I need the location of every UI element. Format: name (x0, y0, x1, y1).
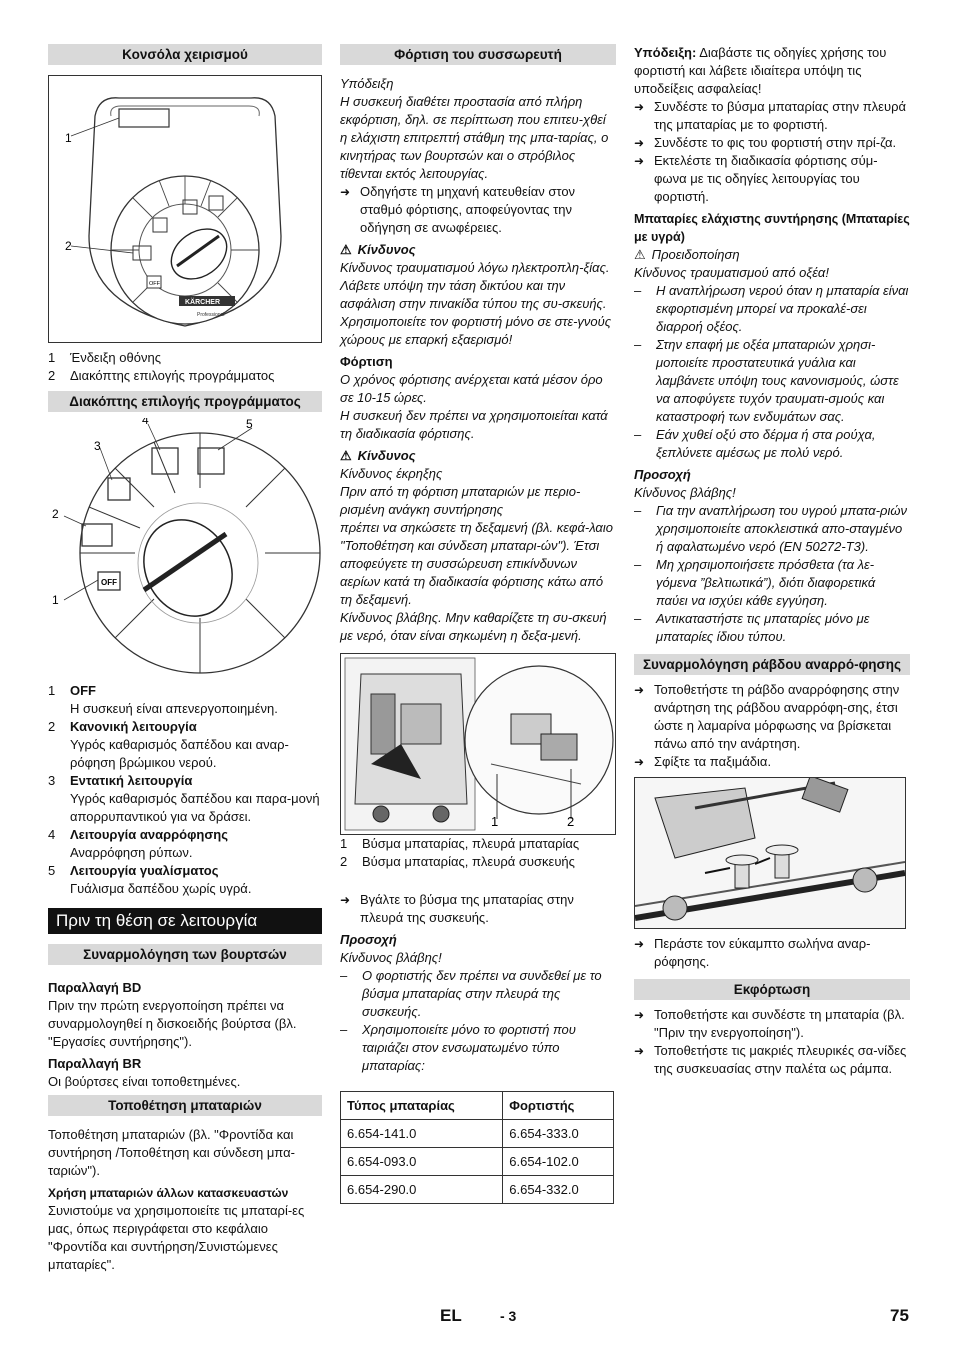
arrow-icon: ➜ (634, 154, 645, 168)
warning-item: – Εάν χυθεί οξύ στο δέρμα ή στα ρούχα, ξεπλύνετε αμέσως με πολύ νερό. (634, 427, 876, 460)
figure-console (48, 75, 322, 343)
suction-bar-illustration (635, 778, 905, 928)
selector-dial-illustration (48, 418, 322, 676)
arrow-icon: ➜ (340, 893, 351, 907)
svg-text:1: 1 (65, 131, 72, 145)
other-batteries-title: Χρήση μπαταριών άλλων κατασκευαστών (48, 1186, 289, 1200)
figure-selector-dial (48, 418, 322, 676)
caution-item: – Χρησιμοποιείτε μόνο το φορτιστή που ταιριάζει στον ενσωματωμένο τύπο μπαταρίας: (340, 1022, 576, 1073)
other-batteries-text: Συνιστούμε να χρησιμοποιείτε τις μπαταρί-ες μας, όπως περιγράφεται στο κεφάλαιο "Φροντίδα και συντήρηση/Συνιστώμενες μπαταρίες". (48, 1203, 305, 1272)
warning-title: ⚠ Προειδοποίηση (634, 247, 740, 262)
svg-text:4: 4 (142, 418, 149, 427)
program-item: 3 Εντατική λειτουργία (48, 773, 193, 788)
warning-triangle-icon: ⚠ (634, 247, 646, 262)
svg-text:2: 2 (65, 239, 72, 253)
caution-item: – Για την αναπλήρωση του υγρού μπατα-ριών χρησιμοποιείτε αποκλειστικά απο-σταγμένο ή αφαλατωμένο νερό (EN 50272-T3). (634, 503, 907, 554)
instruction-step: ➜ Τοποθετήστε τις μακριές πλευρικές σα-νίδες της συσκευασίας στην παλέτα ως ράμπα. (634, 1043, 907, 1076)
battery-plug-illustration (341, 654, 615, 834)
warning-item: – Στην επαφή με οξέα μπαταριών χρησι-μοποιείτε προστατευτικά γυάλια και λαμβάνετε υπόψη τους κανονισμούς, ώστε να αποφύγετε τυχόν τραυματι-σμούς και καταστροφή των ενδυμάτων σας. (634, 337, 899, 424)
legend-item: 1 Ένδειξη οθόνης (48, 350, 161, 365)
svg-text:2: 2 (567, 814, 575, 829)
instruction-step: ➜ Συνδέστε το βύσμα μπαταρίας στην πλευρά της μπαταρίας με το φορτιστή. (634, 99, 906, 132)
instruction-step: ➜ Εκτελέστε τη διαδικασία φόρτισης σύμ-φωνα με τις οδηγίες λειτουργίας του φορτιστή. (634, 153, 878, 204)
table-row: 6.654-290.0 6.654-332.0 (341, 1176, 614, 1204)
column-3: Υπόδειξη: Διαβάστε τις οδηγίες χρήσης του φορτιστή και λάβετε ιδιαίτερα υπόψη τις υποδείξεις ασφαλείας! ➜ Συνδέστε το βύσμα μπαταρίας στην πλευρά της μπαταρίας με το φορτιστή. ➜ Συνδέστε το φις του φορτιστή στην πρί-ζα. ➜ Εκτελέστε τη διαδικασία φόρτισης σύμ-φωνα με τις οδηγίες λειτουργίας του φορτιστή. Μπαταρίες ελάχιστης συντήρησης (Μπαταρίες με υγρά) ⚠ Προειδοποίηση Κίνδυνος τραυματισμού από οξέα! – Η αναπλήρωση νερού όταν η μπαταρία είναι εκφορτισμένη μπορεί να προκαλέ-σει διαρροή οξέος. – Στην επαφή με οξέα μπαταριών χρησι-μοποιείτε προστατευτικά γυάλια και λαμβάνετε υπόψη τους κανονισμούς, ώστε να αποφύγετε τυχόν τραυματι-σμούς και καταστροφή των ενδυμάτων σας. – Εάν χυθεί οξύ στο δέρμα ή στα ρούχα, ξεπλύνετε αμέσως με πολύ νερό. Προσοχή Κίνδυνος βλάβης! – Για την αναπλήρωση του υγρού μπατα-ριών χρησιμοποιείτε αποκλειστικά απο-σταγμένο ή αφαλατωμένο νερό (EN 50272-T3). – Μη χρησιμοποιήσετε πρόσθετα (τα λε-γόμενα ”βελτιωτικά”), διότι διαφορετικά παύει να ισχύει κάθε εγγύηση. – Αντικαταστήστε τις μπαταρίες μόνο με μπαταρίες ίδιου τύπου. Συναρμολόγηση ράβδου αναρρό-φησης ➜ Τοποθετήστε τη ράβδο αναρρόφησης στην ανάρτηση της ράβδου αναρρόφη-σης, έτσι ώστε η λαμαρίνα μόρφωσης να βρίσκεται πάνω από την ανάρτηση. ➜ Σφίξτε τα παξιμάδια. ➜ Περάστε τον εύκαμπτο σωλήνα αναρ-ρόφησης. Εκφόρτωση ➜ Τοποθετήστε και συνδέστε τη μπαταρία (βλ. "Πριν την ενεργοποίηση"). ➜ Τοποθετήστε τις μακριές πλευρικές σα-νίδες της συσκευασίας στην παλέτα ως ράμπα. (634, 45, 910, 1076)
caution-item: – Μη χρησιμοποιήσετε πρόσθετα (τα λε-γόμενα ”βελτιωτικά”), διότι διαφορετικά παύει να ισχύει κάθε εγγύηση. (634, 557, 876, 608)
figure-suction-bar (634, 777, 906, 929)
table-row: 6.654-141.0 6.654-333.0 (341, 1120, 614, 1148)
table-row: 6.654-093.0 6.654-102.0 (341, 1148, 614, 1176)
programs-list: 1 OFF Η συσκευή είναι απενεργοποιημένη. 2 Κανονική λειτουργία Υγρός καθαρισμός δαπέδου και αναρ-ρόφηση βρώμικου νερού. 3 Εντατική λειτουργία Υγρός καθαρισμός δαπέδου και παρα-μονή απορρυπαντικού για να δράσει. 4 Λειτουργία αναρρόφησης Αναρρόφηση ρύπων. 5 Λειτουργία γυαλίσματος Γυάλισμα δαπέδου χωρίς υγρά. (48, 682, 322, 898)
warning-triangle-icon: ⚠ (340, 242, 352, 257)
arrow-icon: ➜ (340, 185, 351, 199)
variant-bd-text: Πριν την πρώτη ενεργοποίηση πρέπει να συναρμολογηθεί η δισκοειδής βούρτσα (βλ. "Εργασίες συντήρησης"). (48, 998, 297, 1049)
instruction-step: ➜ Περάστε τον εύκαμπτο σωλήνα αναρ-ρόφησης. (634, 936, 871, 969)
arrow-icon: ➜ (634, 100, 645, 114)
legend-item: 2 Βύσμα μπαταρίας, πλευρά συσκευής (340, 854, 575, 869)
instruction-step: ➜ Τοποθετήστε τη ράβδο αναρρόφησης στην ανάρτηση της ράβδου αναρρόφη-σης, έτσι ώστε η λαμαρίνα μόρφωσης να βρίσκεται πάνω από την ανάρτηση. (634, 682, 900, 751)
svg-text:1: 1 (52, 593, 59, 607)
svg-text:OFF: OFF (149, 281, 160, 287)
section-header-batteries: Τοποθέτηση μπαταριών (48, 1095, 322, 1116)
instruction-step: ➜ Βγάλτε το βύσμα της μπαταρίας στην πλευρά της συσκευής. (340, 892, 574, 925)
arrow-icon: ➜ (634, 755, 645, 769)
table-header-row: Τύπος μπαταρίας Φορτιστής (341, 1092, 614, 1120)
section-page-number: - 3 (500, 1308, 517, 1324)
program-item: 4 Λειτουργία αναρρόφησης (48, 827, 228, 842)
section-header-brushes: Συναρμολόγηση των βουρτσών (48, 944, 322, 965)
svg-text:KÄRCHER: KÄRCHER (185, 299, 220, 306)
section-header-suction-bar: Συναρμολόγηση ράβδου αναρρό-φησης (634, 654, 910, 675)
arrow-icon: ➜ (634, 937, 645, 951)
svg-text:OFF: OFF (101, 578, 117, 587)
svg-text:Professional: Professional (197, 312, 225, 318)
arrow-icon: ➜ (634, 136, 645, 150)
charging-text: Ο χρόνος φόρτισης ανέρχεται κατά μέσον όρο σε 10-15 ώρες. (340, 372, 603, 405)
charger-note: Υπόδειξη: Διαβάστε τις οδηγίες χρήσης του φορτιστή και λάβετε ιδιαίτερα υπόψη τις υποδείξεις ασφαλείας! (634, 45, 887, 96)
charging-text-2: Η συσκευή δεν πρέπει να χρησιμοποιείται κατά τη διαδικασία φόρτισης. (340, 408, 608, 441)
note-title: Υπόδειξη (340, 76, 394, 91)
page-footer (0, 1306, 954, 1330)
wet-batteries-title: Μπαταρίες ελάχιστης συντήρησης (Μπαταρίες με υγρά) (634, 212, 910, 244)
arrow-icon: ➜ (634, 1044, 645, 1058)
caution-title: Προσοχή (634, 467, 691, 482)
warning-triangle-icon: ⚠ (340, 448, 352, 463)
svg-text:1: 1 (491, 814, 499, 829)
column-2: Φόρτιση του συσσωρευτή Υπόδειξη Η συσκευή διαθέτει προστασία από πλήρη εκφόρτιση, δηλ. σε περίπτωση που επιτευ-χθεί η ελάχιστη επιτρεπτή στάθμη της μπα-ταρίας, ο κινητήρας των βουρτσών και ο στρόβιλος τίθενται εκτός λειτουργίας. ➜ Οδηγήστε τη μηχανή κατευθείαν στον σταθμό φόρτισης, αποφεύγοντας την οδήγηση σε ανωφέρειες. ⚠ Κίνδυνος Κίνδυνος τραυματισμού λόγω ηλεκτροπλη-ξίας. Λάβετε υπόψη την τάση δικτύου και την ασφάλιση στην πινακίδα τύπου της συ-σκευής. Χρησιμοποιείτε τον φορτιστή μόνο σε στε-γνούς χώρους με επαρκή εξαερισμό! Φόρτιση Ο χρόνος φόρτισης ανέρχεται κατά μέσον όρο σε 10-15 ώρες. Η συσκευή δεν πρέπει να χρησιμοποιείται κατά τη διαδικασία φόρτισης. ⚠ Κίνδυνος Κίνδυνος έκρηξης Πριν από τη φόρτιση μπαταριών με περιο-ρισμένη ανάγκη συντήρησης πρέπει να σηκώσετε τη δεξαμενή (βλ. κεφά-λαιο "Τοποθέτηση και σύνδεση μπαταρι-ών"). Έτσι αποφεύγετε τη συσσώρευση επικίνδυνων αερίων κατά τη διαδικασία φόρτισης κάτω από τη δεξαμενή. Κίνδυνος βλάβης. Μην καθαρίζετε τη συ-σκευή με νερό, όταν είναι σηκωμένη η δεξα-μενή. 1 2 1 Βύσμα μπαταρίας, πλευρά μπαταρίας 2 Βύσμα μπαταρίας, πλευρά συσκευής ➜ Βγάλτε το βύσμα της μπαταρίας στην πλευρά της συσκευής. Προσοχή Κίνδυνος βλάβης! – Ο φορτιστής δεν πρέπει να συνδεθεί με το βύσμα μπαταρίας στην πλευρά της συσκευής. – Χρησιμοποιείτε μόνο το φορτιστή που ταιριάζει στον ενσωματωμένο τύπο μπαταρίας: Τύπος μπαταρίας Φορτιστής 6.654-141.0 6.654-333.0 6.654-093.0 6.654-102.0 6.654-290.0 6.654-332.0 (340, 44, 616, 1204)
svg-text:3: 3 (94, 439, 101, 453)
batteries-text: Τοποθέτηση μπαταριών (βλ. "Φροντίδα και συντήρηση /Τοποθέτηση και σύνδεση μπα-ταριών"). (48, 1127, 295, 1178)
section-header-unloading: Εκφόρτωση (634, 979, 910, 1000)
caution-title: Προσοχή (340, 932, 397, 947)
variant-br-title: Παραλλαγή BR (48, 1056, 142, 1071)
section-header-selector: Διακόπτης επιλογής προγράμματος (48, 391, 322, 412)
program-item: 5 Λειτουργία γυαλίσματος (48, 863, 219, 878)
variant-bd-title: Παραλλαγή BD (48, 980, 142, 995)
warning-item: – Η αναπλήρωση νερού όταν η μπαταρία είναι εκφορτισμένη μπορεί να προκαλέ-σει διαρροή οξέος. (634, 283, 909, 334)
legend-item: 1 Βύσμα μπαταρίας, πλευρά μπαταρίας (340, 836, 580, 851)
instruction-step: ➜ Σφίξτε τα παξιμάδια. (634, 754, 772, 769)
language-code: EL (440, 1306, 462, 1325)
danger-title: ⚠ Κίνδυνος (340, 242, 416, 257)
caution-item: – Αντικαταστήστε τις μπαταρίες μόνο με μπαταρίες ίδιου τύπου. (634, 611, 870, 644)
chapter-title: Πριν τη θέση σε λειτουργία (48, 908, 322, 934)
charging-title: Φόρτιση (340, 354, 393, 369)
svg-text:5: 5 (246, 418, 253, 431)
section-header-console: Κονσόλα χειρισμού (48, 44, 322, 65)
danger-title-2: ⚠ Κίνδυνος (340, 448, 416, 463)
instruction-step: ➜ Τοποθετήστε και συνδέστε τη μπαταρία (βλ. "Πριν την ενεργοποίηση"). (634, 1007, 905, 1040)
danger-text: Κίνδυνος τραυματισμού λόγω ηλεκτροπλη-ξίας. Λάβετε υπόψη την τάση δικτύου και την ασφάλιση στην πινακίδα τύπου της συ-σκευής. (340, 260, 610, 311)
instruction-step: ➜ Συνδέστε το φις του φορτιστή στην πρί-ζα. (634, 135, 897, 150)
arrow-icon: ➜ (634, 683, 645, 697)
instruction-step: ➜ Οδηγήστε τη μηχανή κατευθείαν στον σταθμό φόρτισης, αποφεύγοντας την οδήγηση σε ανωφέρειες. (340, 184, 576, 235)
note-text: Η συσκευή διαθέτει προστασία από πλήρη εκφόρτιση, δηλ. σε περίπτωση που επιτευ-χθεί η ελάχιστη επιτρεπτή στάθμη της μπα-ταρίας, ο κινητήρας των βουρτσών και ο στρόβιλος τίθενται εκτός λειτουργίας. (340, 94, 609, 181)
page-number: 75 (890, 1306, 909, 1325)
battery-charger-table (340, 1091, 614, 1204)
column-1 (48, 44, 322, 1274)
caution-item: – Ο φορτιστής δεν πρέπει να συνδεθεί με το βύσμα μπαταρίας στην πλευρά της συσκευής. (340, 968, 602, 1019)
program-item: 2 Κανονική λειτουργία (48, 719, 197, 734)
console-illustration (49, 76, 321, 342)
figure-battery-plug (340, 653, 616, 835)
section-header-charging: Φόρτιση του συσσωρευτή (340, 44, 616, 65)
danger-text-2: Χρησιμοποιείτε τον φορτιστή μόνο σε στε-γνούς χώρους με επαρκή εξαερισμό! (340, 314, 612, 347)
program-item: 1 OFF (48, 683, 96, 698)
legend-item: 2 Διακόπτης επιλογής προγράμματος (48, 368, 275, 383)
variant-br-text: Οι βούρτσες είναι τοποθετημένες. (48, 1074, 241, 1089)
svg-text:2: 2 (52, 507, 59, 521)
arrow-icon: ➜ (634, 1008, 645, 1022)
